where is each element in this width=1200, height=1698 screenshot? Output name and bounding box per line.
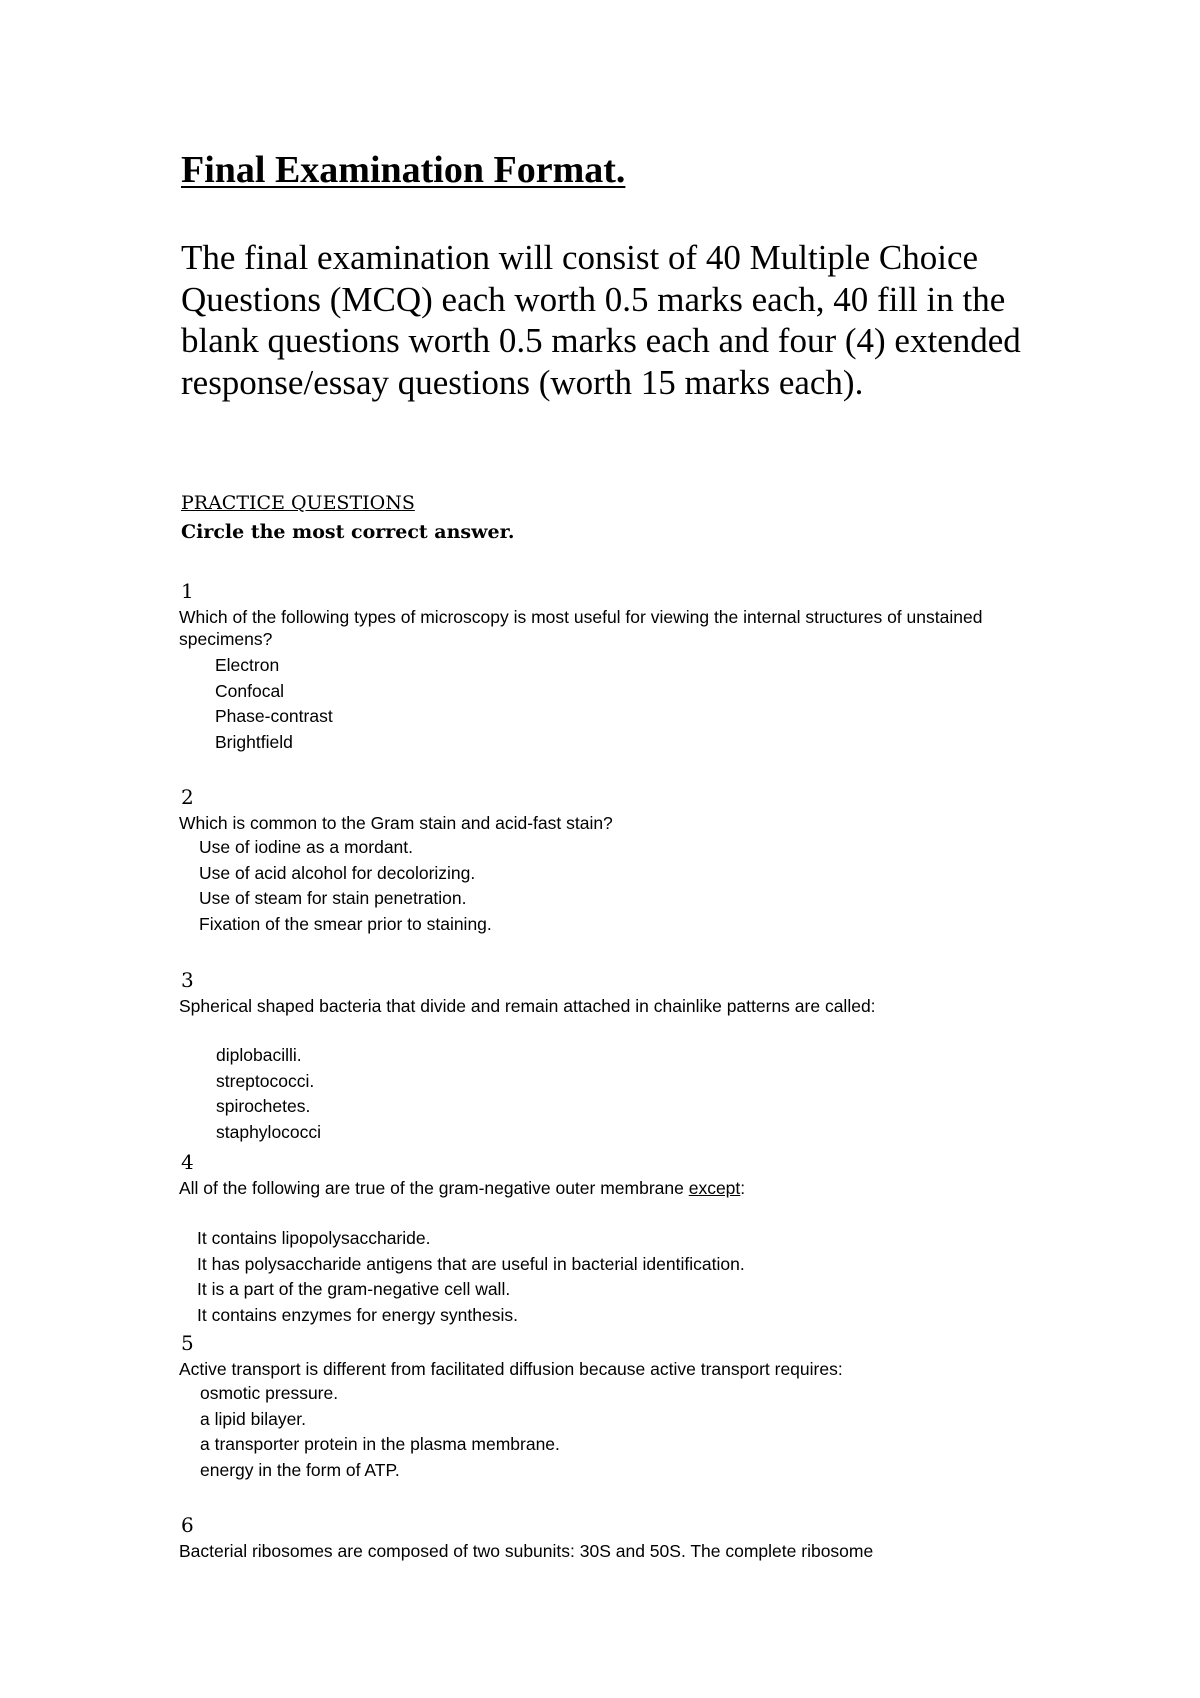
question-number: 3 [181,968,194,992]
question-text-part: All of the following are true of the gram-negative outer membrane [179,1178,689,1198]
answer-option[interactable]: streptococci. [216,1070,315,1091]
question-text: Active transport is different from facilitated diffusion because active transport requires: [179,1359,843,1379]
answer-option[interactable]: staphylococci [216,1121,322,1142]
answer-option[interactable]: Electron [215,655,280,675]
question-text: Bacterial ribosomes are composed of two subunits: 30S and 50S. The complete ribosome [179,1541,874,1561]
answer-options [216,1043,321,1145]
answer-option[interactable]: Brightfield [215,731,293,752]
question-text: Which of the following types of microscopy is most useful for viewing the internal structures of unstained specimens? [179,607,983,649]
answer-option[interactable]: a lipid bilayer. [200,1408,307,1429]
question-text [179,1177,1079,1199]
question-number: 1 [181,579,194,603]
answer-option[interactable]: Phase-contrast [215,706,333,726]
answer-option[interactable]: osmotic pressure. [200,1383,339,1403]
answer-option[interactable]: It has polysaccharide antigens that are useful in bacterial identification. [197,1253,745,1274]
exam-format-description: The final examination will consist of 40 Multiple Choice Questions (MCQ) each worth 0.5 marks each, 40 fill in the blank questions worth 0.5 marks each and four (4) extended response/essay questions (worth 15 marks each). [181,238,1021,402]
answer-options [199,835,492,937]
answer-option[interactable]: It contains lipopolysaccharide. [197,1228,431,1248]
page-title: Final Examination Format. [181,149,626,191]
answer-options [215,653,333,755]
answer-option[interactable]: diplobacilli. [216,1045,302,1065]
question-number: 5 [181,1331,194,1355]
question-text: Spherical shaped bacteria that divide and remain attached in chainlike patterns are called: [179,996,876,1016]
answer-options [197,1226,745,1328]
question-text: Which is common to the Gram stain and acid-fast stain? [179,813,613,833]
question-number: 4 [181,1150,194,1174]
answer-option[interactable]: spirochetes. [216,1096,311,1116]
answer-option[interactable]: Fixation of the smear prior to staining. [199,913,492,934]
answer-option[interactable]: energy in the form of ATP. [200,1459,400,1480]
question-number: 6 [181,1513,194,1537]
question-number: 2 [181,785,194,809]
practice-instruction: Circle the most correct answer. [181,521,515,543]
answer-option[interactable]: Use of iodine as a mordant. [199,837,414,857]
practice-questions-heading: PRACTICE QUESTIONS [181,492,415,514]
question-text-part: : [740,1178,746,1198]
answer-option[interactable]: It is a part of the gram-negative cell wall. [197,1279,511,1299]
answer-option[interactable]: It contains enzymes for energy synthesis. [197,1304,518,1325]
answer-option[interactable]: Confocal [215,680,285,701]
answer-option[interactable]: Use of acid alcohol for decolorizing. [199,862,476,883]
answer-option[interactable]: Use of steam for stain penetration. [199,888,467,908]
answer-options [200,1381,560,1483]
emphasis-word: except [688,1178,741,1198]
answer-option[interactable]: a transporter protein in the plasma membrane. [200,1434,560,1454]
